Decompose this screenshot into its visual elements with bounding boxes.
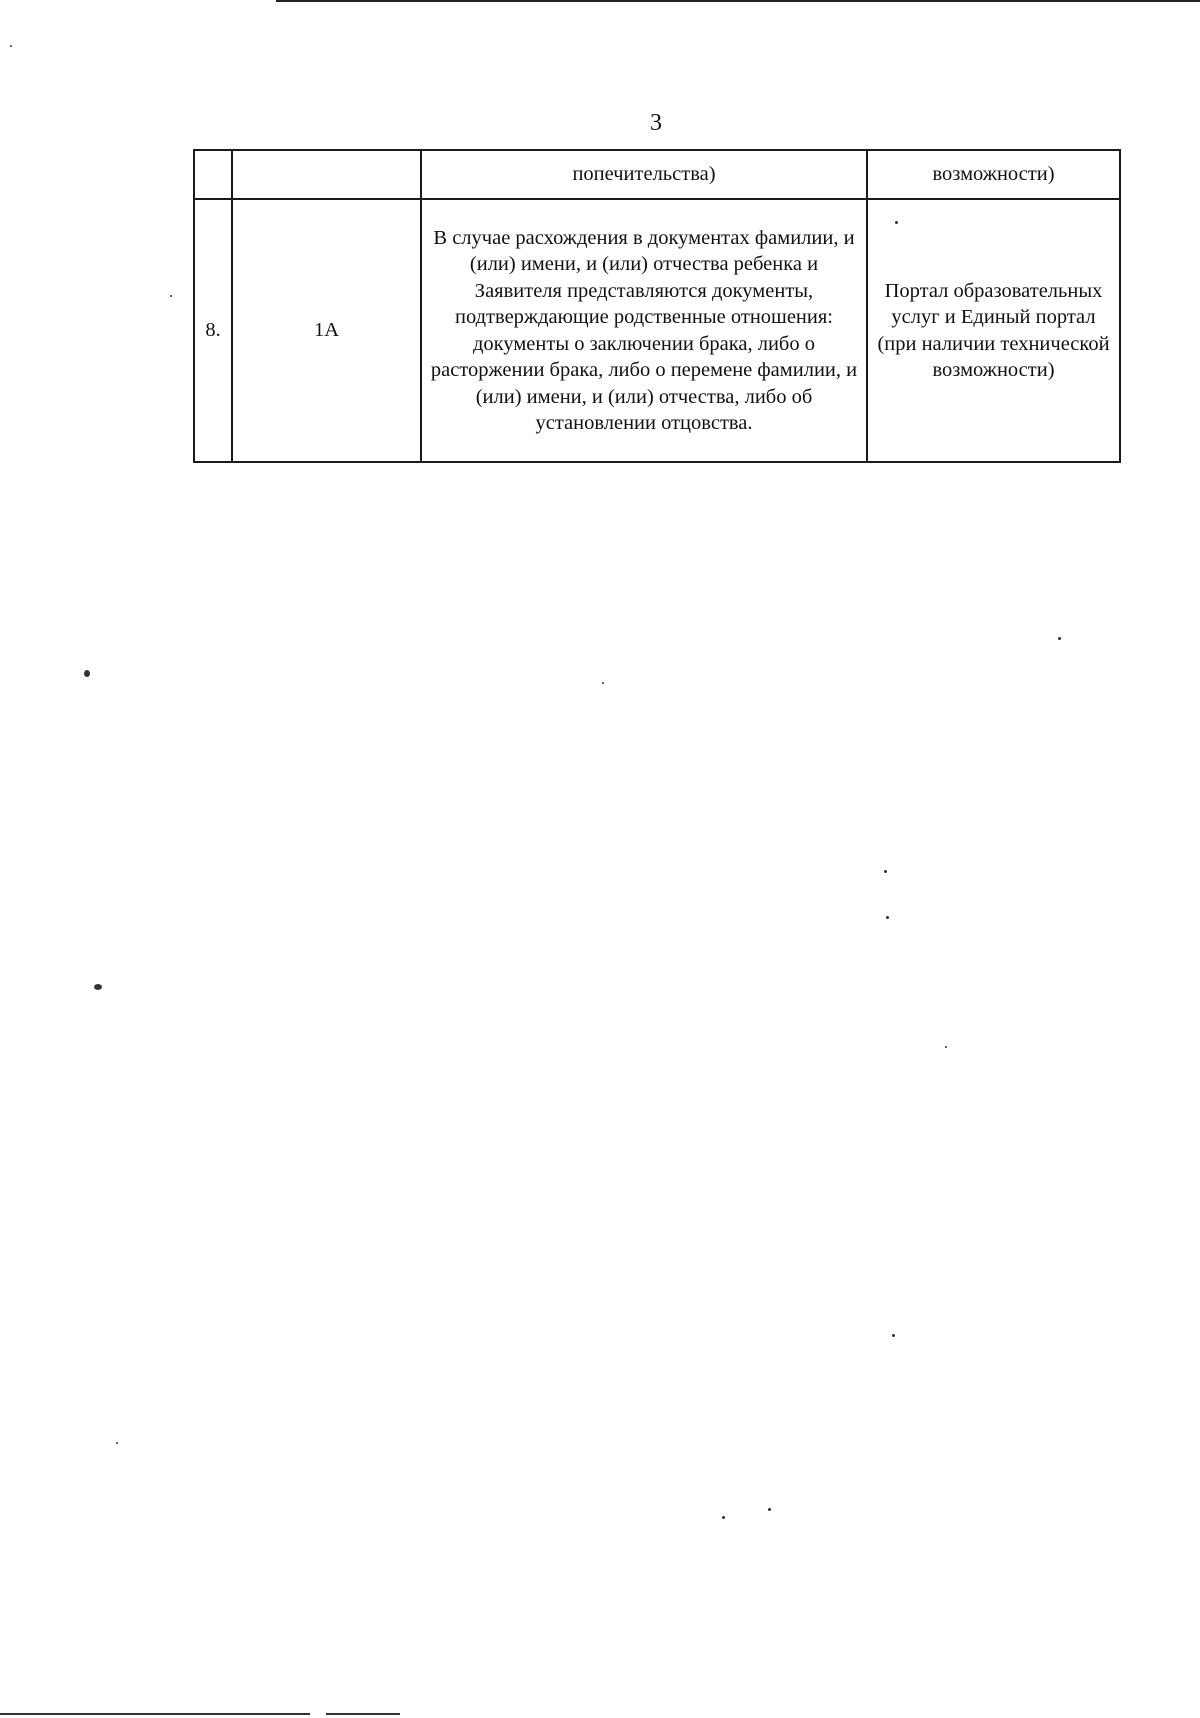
requirements-table: [193, 149, 1121, 463]
scan-speck: [945, 1046, 947, 1048]
scan-speck: [602, 682, 604, 684]
scan-edge-line-bottom: [0, 1713, 310, 1715]
scan-speck: [768, 1508, 771, 1511]
row-code: 1А: [232, 199, 421, 462]
row-number: 8.: [194, 199, 232, 462]
scan-speck: [170, 295, 172, 297]
page-number: 3: [650, 110, 662, 136]
table-cell-code: [232, 150, 421, 199]
row-requirement-text: В случае расхождения в документах фамилии, и (или) имени, и (или) отчества ребенка и Заявителя представляются документы, подтверждающие родственные отношения: документы о заключении брака, либо о расторжении брака, либо о перемене фамилии, и (или) имени, и (или) отчества, либо об установлении отцовства.: [421, 199, 867, 462]
scan-speck: [892, 1334, 895, 1337]
scan-speck: [1058, 637, 1061, 640]
scan-edge-line-top: [276, 0, 1200, 2]
scan-speck: [722, 1516, 725, 1519]
scan-speck: [895, 221, 898, 224]
table-cell-number: [194, 150, 232, 199]
table-cell-channel: возможности): [867, 150, 1120, 199]
scan-speck: [94, 984, 102, 990]
table-row: [194, 199, 1120, 462]
scan-speck: [10, 45, 12, 47]
table-continuation-row: [194, 150, 1120, 199]
scan-speck: [116, 1442, 118, 1444]
scan-edge-line-bottom: [326, 1713, 400, 1715]
scan-speck: [84, 670, 90, 677]
scan-speck: [884, 870, 887, 873]
table-cell-requirement: попечительства): [421, 150, 867, 199]
row-channel-text: Портал образовательных услуг и Единый портал (при наличии технической возможности): [867, 199, 1120, 462]
scan-speck: [886, 916, 889, 919]
